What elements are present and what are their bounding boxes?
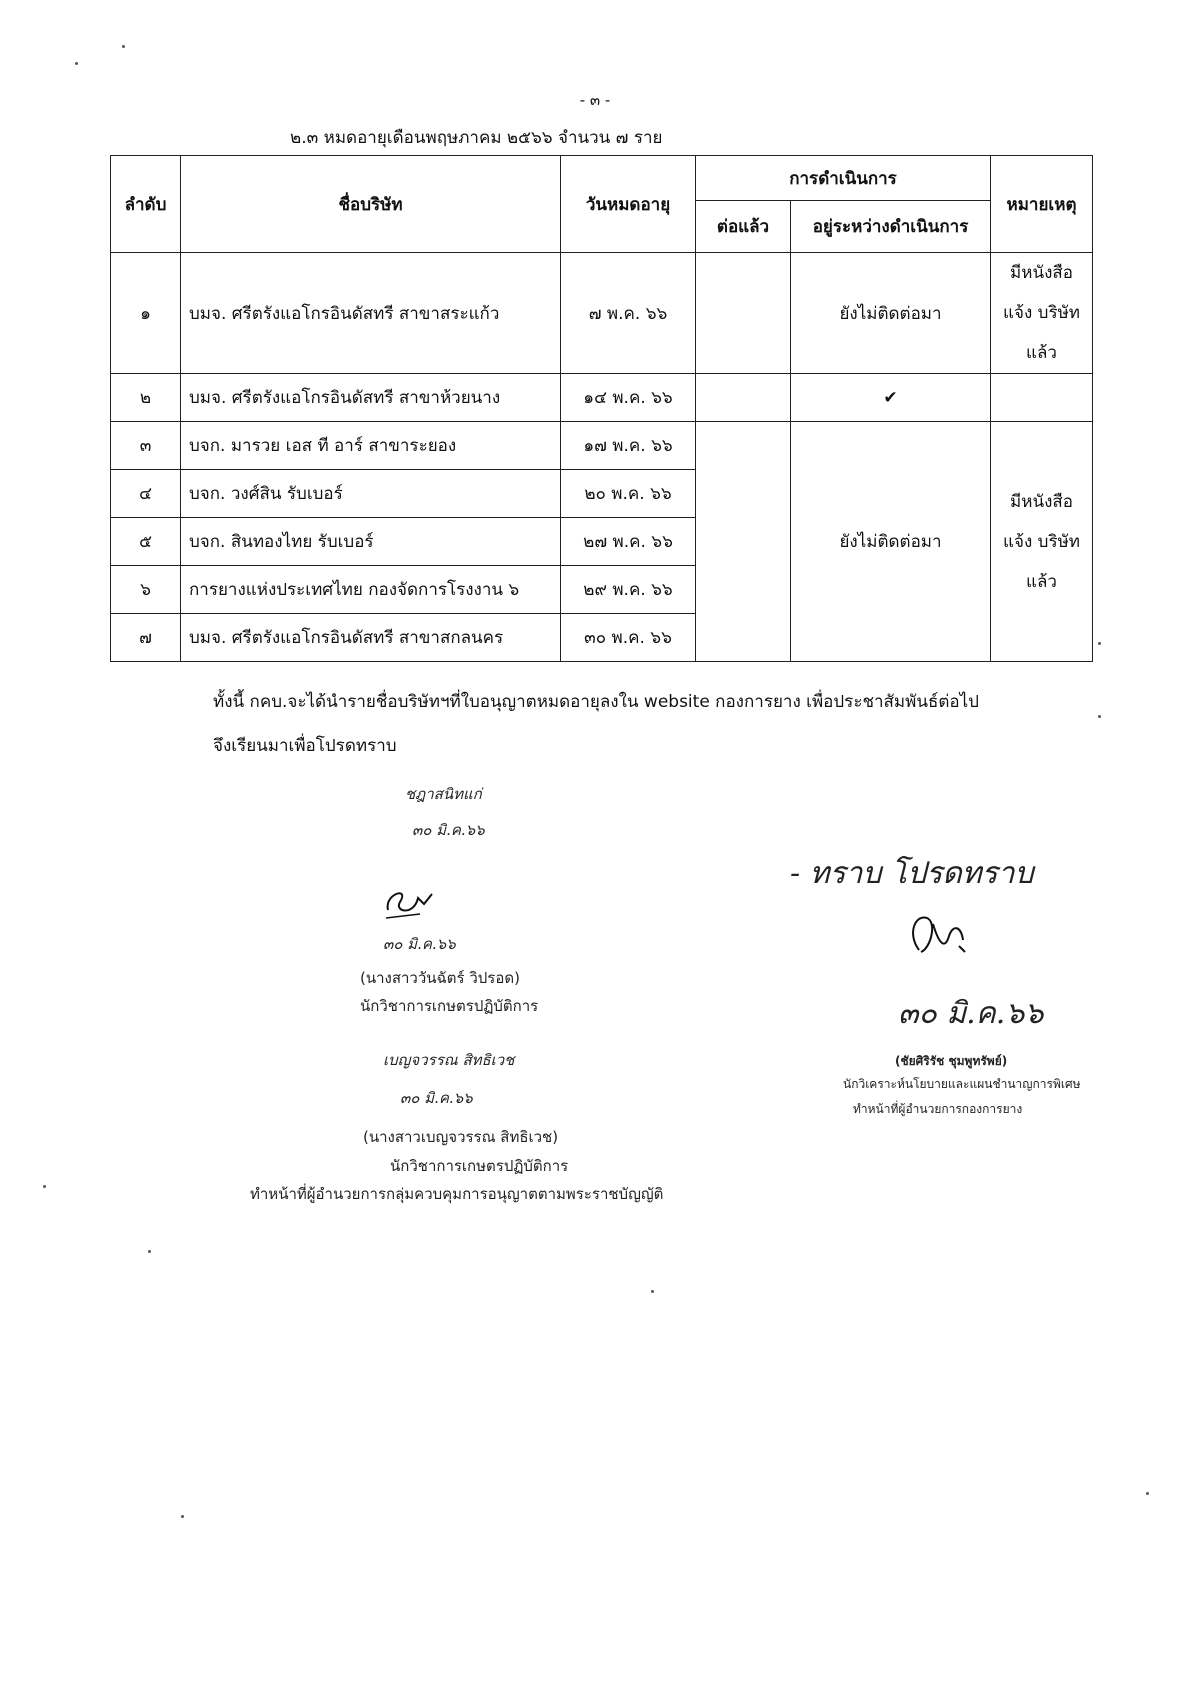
official-1-title: นักวิชาการเกษตรปฏิบัติการ xyxy=(360,997,539,1015)
cell-order: ๑ xyxy=(111,253,181,374)
scan-speck xyxy=(1098,642,1101,645)
scan-speck xyxy=(1146,1492,1149,1495)
closing-request: จึงเรียนมาเพื่อโปรดทราบ xyxy=(213,736,397,756)
cell-remark xyxy=(991,374,1093,422)
cell-expiry: ๓๐ พ.ค. ๖๖ xyxy=(561,614,696,662)
checkmark-icon: ✔ xyxy=(791,374,991,422)
cell-company: บจก. วงศ์สิน รับเบอร์ xyxy=(181,470,561,518)
official-2-acting: ทำหน้าที่ผู้อำนวยการกลุ่มควบคุมการอนุญาตตามพระราชบัญญัติ xyxy=(250,1185,664,1203)
header-remark: หมายเหตุ xyxy=(991,156,1093,253)
cell-in-progress: ยังไม่ติดต่อมา xyxy=(791,253,991,374)
official-2-title: นักวิชาการเกษตรปฏิบัติการ xyxy=(390,1157,569,1175)
table-row xyxy=(111,253,1093,374)
cell-expiry: ๑๗ พ.ค. ๖๖ xyxy=(561,422,696,470)
cell-expiry: ๑๔ พ.ค. ๖๖ xyxy=(561,374,696,422)
cell-expiry: ๒๐ พ.ค. ๖๖ xyxy=(561,470,696,518)
cell-company: บจก. สินทองไทย รับเบอร์ xyxy=(181,518,561,566)
handwritten-remark: ชฎาสนิทแก่ xyxy=(405,785,482,803)
cell-renewed-group xyxy=(696,422,791,662)
cell-company: บมจ. ศรีตรังแอโกรอินดัสทรี สาขาสกลนคร xyxy=(181,614,561,662)
table-row xyxy=(111,422,1093,470)
cell-remark-group: มีหนังสือแจ้ง บริษัทแล้ว xyxy=(991,422,1093,662)
cell-expiry: ๒๙ พ.ค. ๖๖ xyxy=(561,566,696,614)
cell-company: บมจ. ศรีตรังแอโกรอินดัสทรี สาขาห้วยนาง xyxy=(181,374,561,422)
cell-order: ๒ xyxy=(111,374,181,422)
handwritten-date: ๓๐ มิ.ค.๖๖ xyxy=(898,996,1044,1031)
signature-2: เบญจวรรณ สิทธิเวช xyxy=(383,1051,515,1069)
header-renewed: ต่อแล้ว xyxy=(696,201,791,253)
scan-speck xyxy=(122,45,125,48)
approver-title: นักวิเคราะห์นโยบายและแผนชำนาญการพิเศษ xyxy=(843,1077,1081,1091)
handwritten-date: ๓๐ มิ.ค.๖๖ xyxy=(383,935,456,953)
cell-remark: มีหนังสือแจ้ง บริษัทแล้ว xyxy=(991,253,1093,374)
cell-order: ๓ xyxy=(111,422,181,470)
header-order: ลำดับ xyxy=(111,156,181,253)
scan-speck xyxy=(43,1185,46,1188)
approver-name: (ชัยศิริรัช ชุมพูทรัพย์) xyxy=(895,1054,1008,1068)
scan-speck xyxy=(181,1515,184,1518)
section-heading: ๒.๓ หมดอายุเดือนพฤษภาคม ๒๕๖๖ จำนวน ๗ ราย xyxy=(290,128,663,148)
header-in-progress: อยู่ระหว่างดำเนินการ xyxy=(791,201,991,253)
cell-order: ๔ xyxy=(111,470,181,518)
cell-renewed xyxy=(696,253,791,374)
handwritten-date: ๓๐ มิ.ค.๖๖ xyxy=(412,821,485,839)
official-1-name: (นางสาววันฉัตร์ วิปรอด) xyxy=(360,969,520,987)
cell-order: ๖ xyxy=(111,566,181,614)
header-company: ชื่อบริษัท xyxy=(181,156,561,253)
header-action: การดำเนินการ xyxy=(696,156,991,201)
signature-1 xyxy=(380,880,440,929)
handwritten-approval-note: - ทราบ โปรดทราบ xyxy=(790,856,1034,891)
cell-order: ๕ xyxy=(111,518,181,566)
header-expiry: วันหมดอายุ xyxy=(561,156,696,253)
cell-order: ๗ xyxy=(111,614,181,662)
cell-expiry: ๗ พ.ค. ๖๖ xyxy=(561,253,696,374)
handwritten-date: ๓๐ มิ.ค.๖๖ xyxy=(400,1089,473,1107)
page-number: - ๓ - xyxy=(579,91,611,109)
cell-renewed xyxy=(696,374,791,422)
scan-speck xyxy=(1098,715,1101,718)
scan-speck xyxy=(75,62,78,65)
official-2-name: (นางสาวเบญจวรรณ สิทธิเวช) xyxy=(363,1128,559,1146)
cell-company: บมจ. ศรีตรังแอโกรอินดัสทรี สาขาสระแก้ว xyxy=(181,253,561,374)
cell-in-progress-group: ยังไม่ติดต่อมา xyxy=(791,422,991,662)
approver-acting: ทำหน้าที่ผู้อำนวยการกองการยาง xyxy=(853,1102,1023,1116)
cell-company: การยางแห่งประเทศไทย กองจัดการโรงงาน ๖ xyxy=(181,566,561,614)
approver-signature xyxy=(905,906,985,975)
license-expiry-table xyxy=(110,155,1093,662)
cell-expiry: ๒๗ พ.ค. ๖๖ xyxy=(561,518,696,566)
scan-speck xyxy=(651,1290,654,1293)
cell-company: บจก. มารวย เอส ที อาร์ สาขาระยอง xyxy=(181,422,561,470)
closing-text: ทั้งนี้ กคบ.จะได้นำรายชื่อบริษัทฯที่ใบอนุญาตหมดอายุลงใน website กองการยาง เพื่อประชาสัมพันธ์ต่อไป xyxy=(213,692,979,712)
table-row xyxy=(111,374,1093,422)
scan-speck xyxy=(148,1250,151,1253)
